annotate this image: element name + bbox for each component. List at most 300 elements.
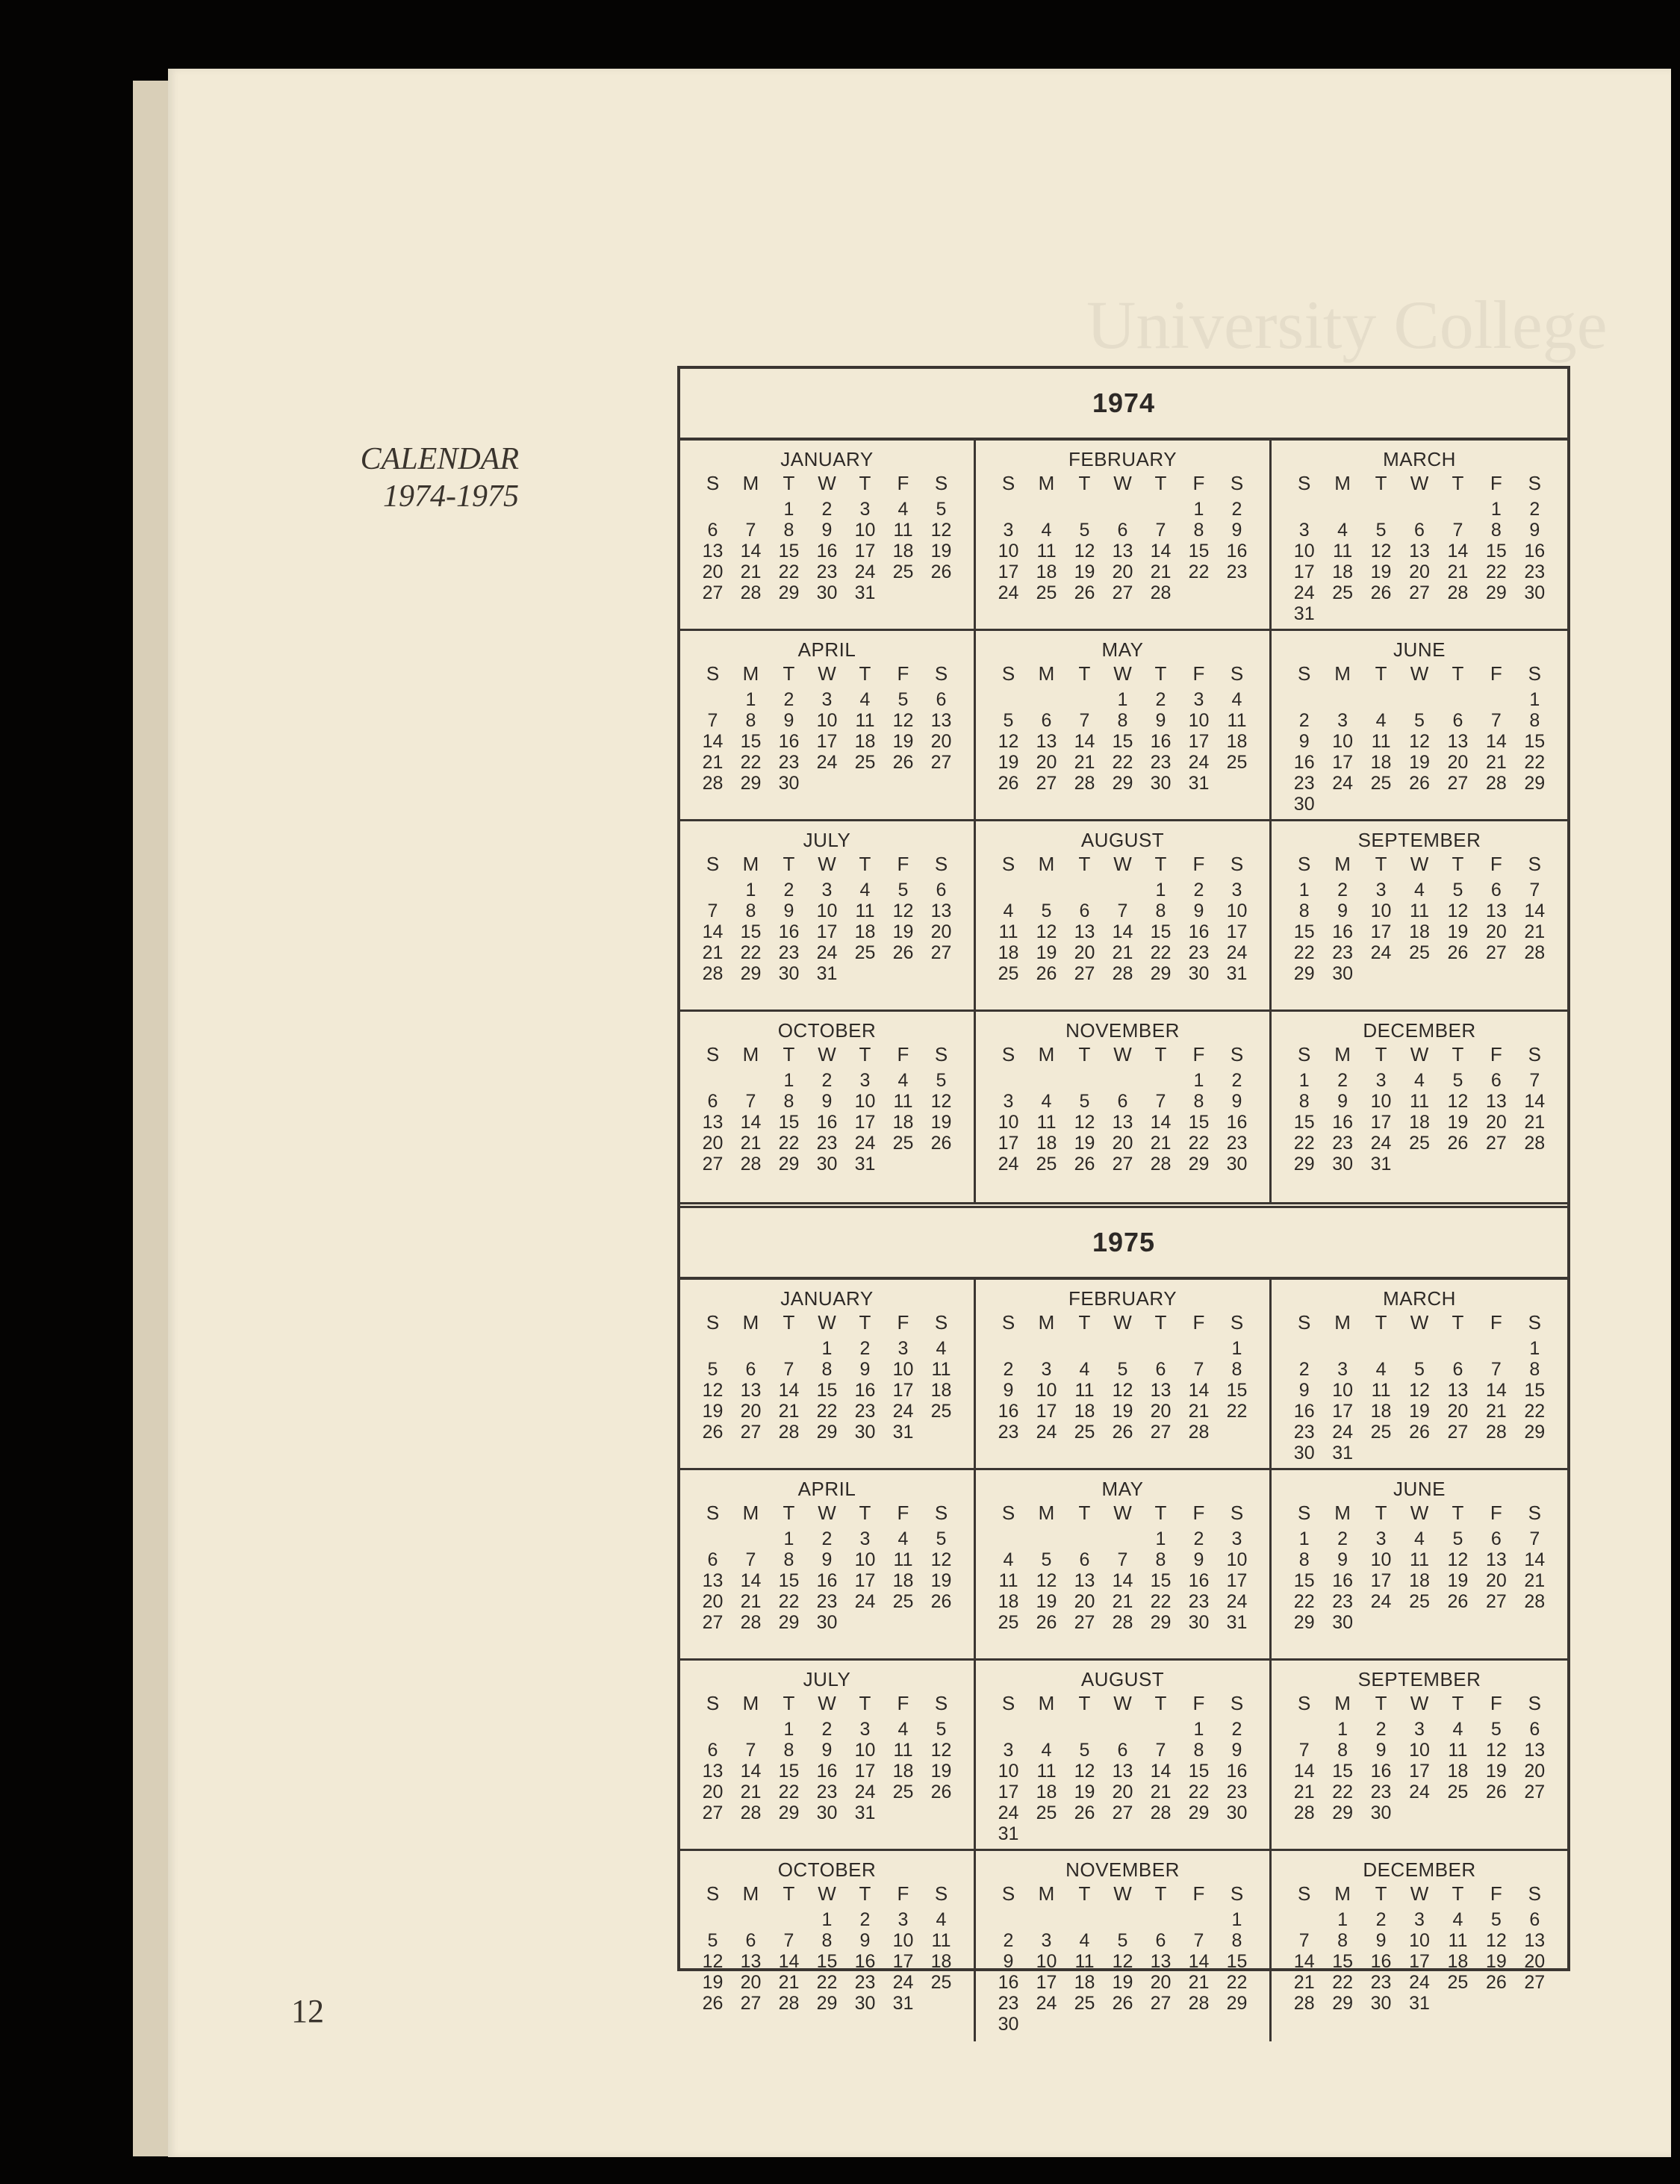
day-number: 15: [1188, 1761, 1210, 1782]
day-number: 1: [783, 1719, 794, 1740]
weekday-header: S: [1298, 853, 1311, 875]
day-number: 24: [816, 752, 838, 773]
weekday-header: S: [706, 1311, 720, 1334]
weekday-header: S: [934, 472, 948, 494]
day-number: 14: [1524, 1091, 1546, 1112]
day-number: 4: [859, 689, 871, 710]
day-number: 18: [892, 1112, 914, 1133]
day-number: 14: [1150, 541, 1172, 561]
day-number: 8: [821, 1930, 833, 1951]
day-number: 29: [1524, 1422, 1546, 1443]
day-number: 27: [1112, 582, 1133, 603]
day-number: 24: [892, 1972, 914, 1993]
month-name: MARCH: [1383, 448, 1456, 470]
month-april: [680, 1470, 976, 1661]
weekday-header: S: [1528, 1882, 1541, 1905]
day-number: 24: [854, 1591, 876, 1612]
day-number: 20: [1409, 561, 1430, 582]
month-name: JANUARY: [780, 1287, 874, 1310]
day-number: 27: [1036, 773, 1057, 794]
day-number: 22: [1188, 1782, 1210, 1802]
empty-day: [1362, 1338, 1400, 1359]
day-number: 24: [892, 1401, 914, 1422]
day-number: 8: [1529, 710, 1540, 731]
weekday-header: S: [1001, 1502, 1015, 1524]
empty-day: [1400, 1338, 1438, 1359]
weekday-header: T: [859, 853, 871, 875]
day-number: 8: [1193, 1091, 1204, 1112]
day-number: 3: [1003, 1091, 1014, 1112]
day-number: 9: [783, 710, 794, 731]
month-february: [976, 1280, 1272, 1470]
day-number: 22: [778, 1591, 800, 1612]
weekday-header: S: [1298, 1311, 1311, 1334]
day-number: 19: [1370, 561, 1392, 582]
day-number: 24: [1036, 1422, 1057, 1443]
weekday-header: T: [1452, 472, 1464, 494]
day-number: 17: [854, 1761, 876, 1782]
day-number: 6: [1079, 1549, 1090, 1570]
empty-day: [1323, 1338, 1361, 1359]
day-number: 14: [1293, 1951, 1315, 1972]
month-june: [1272, 631, 1567, 821]
weekday-header: S: [1230, 1882, 1244, 1905]
year-title: 1975: [680, 1208, 1567, 1280]
day-number: 27: [702, 1612, 724, 1633]
month-name: APRIL: [797, 638, 856, 661]
day-number: 20: [702, 1782, 724, 1802]
day-number: 13: [1150, 1380, 1172, 1401]
day-number: 1: [1490, 499, 1502, 520]
day-number: 2: [1337, 1528, 1348, 1549]
day-number: 7: [1298, 1930, 1310, 1951]
weekday-header: W: [818, 662, 836, 685]
day-grid: [989, 661, 1256, 794]
day-number: 6: [1529, 1909, 1540, 1930]
month-october: [680, 1851, 976, 2041]
day-number: 24: [1370, 1133, 1392, 1154]
day-number: 22: [1226, 1401, 1248, 1422]
day-number: 12: [930, 520, 952, 541]
day-number: 26: [1485, 1972, 1507, 1993]
day-number: 2: [783, 880, 794, 900]
day-number: 12: [1447, 1549, 1469, 1570]
day-number: 13: [702, 1570, 724, 1591]
weekday-header: F: [897, 853, 909, 875]
day-number: 19: [1036, 942, 1057, 963]
weekday-header: F: [1490, 662, 1502, 685]
day-number: 3: [1231, 1528, 1242, 1549]
day-number: 4: [936, 1338, 947, 1359]
day-number: 30: [1188, 963, 1210, 984]
day-number: 13: [1524, 1930, 1546, 1951]
weekday-header: W: [1410, 853, 1429, 875]
day-number: 12: [1074, 541, 1095, 561]
weekday-header: M: [1038, 1692, 1055, 1714]
day-number: 27: [740, 1422, 762, 1443]
day-number: 9: [821, 520, 833, 541]
day-number: 8: [1337, 1740, 1348, 1761]
day-number: 4: [1337, 520, 1348, 541]
day-number: 14: [1112, 921, 1133, 942]
day-number: 18: [892, 1761, 914, 1782]
day-number: 1: [783, 1070, 794, 1091]
day-number: 1: [1529, 1338, 1540, 1359]
day-number: 21: [778, 1401, 800, 1422]
day-number: 2: [1193, 1528, 1204, 1549]
day-grid: [694, 1042, 960, 1175]
day-grid: [1285, 470, 1554, 624]
day-number: 15: [1293, 921, 1315, 942]
day-number: 30: [816, 1154, 838, 1175]
day-number: 17: [1370, 921, 1392, 942]
day-number: 31: [1293, 603, 1315, 624]
empty-day: [732, 1909, 770, 1930]
empty-day: [989, 880, 1027, 900]
day-number: 13: [1112, 1112, 1133, 1133]
day-number: 31: [1370, 1154, 1392, 1175]
day-number: 10: [854, 1740, 876, 1761]
day-number: 12: [702, 1380, 724, 1401]
day-number: 21: [1112, 1591, 1133, 1612]
day-number: 6: [707, 1091, 718, 1112]
day-number: 8: [1529, 1359, 1540, 1380]
month-july: [680, 821, 976, 1012]
weekday-header: F: [1490, 1692, 1502, 1714]
calendar-heading-title: CALENDAR: [360, 442, 519, 476]
day-number: 22: [1293, 942, 1315, 963]
day-number: 25: [1226, 752, 1248, 773]
day-number: 18: [1036, 1782, 1057, 1802]
day-number: 6: [1117, 1740, 1128, 1761]
weekday-header: T: [1078, 1311, 1091, 1334]
day-number: 20: [1447, 1401, 1469, 1422]
weekday-header: W: [1113, 1043, 1132, 1065]
day-number: 7: [745, 1091, 756, 1112]
day-number: 9: [1337, 900, 1348, 921]
day-number: 1: [1193, 1070, 1204, 1091]
weekday-header: W: [1410, 1502, 1429, 1524]
day-number: 11: [1410, 900, 1429, 921]
day-number: 16: [1226, 1112, 1248, 1133]
empty-day: [694, 1528, 732, 1549]
month-name: JULY: [803, 1668, 851, 1690]
month-name: JANUARY: [780, 448, 874, 470]
weekday-header: F: [1192, 1882, 1205, 1905]
day-number: 31: [854, 1154, 876, 1175]
weekday-header: T: [1078, 853, 1091, 875]
calendar-heading: [361, 441, 519, 515]
day-number: 3: [821, 880, 833, 900]
day-number: 18: [1370, 1401, 1392, 1422]
day-number: 2: [821, 1070, 833, 1091]
weekday-header: F: [1192, 472, 1205, 494]
day-number: 1: [821, 1909, 833, 1930]
day-number: 11: [893, 520, 913, 541]
day-number: 21: [1150, 1133, 1172, 1154]
weekday-header: M: [1038, 472, 1055, 494]
day-number: 28: [1485, 773, 1507, 794]
day-number: 12: [930, 1740, 952, 1761]
empty-day: [989, 1338, 1027, 1359]
day-number: 23: [816, 1591, 838, 1612]
day-number: 18: [1409, 1570, 1430, 1591]
day-number: 16: [1226, 541, 1248, 561]
day-number: 11: [1410, 1549, 1429, 1570]
day-number: 10: [1226, 1549, 1248, 1570]
day-number: 15: [1485, 541, 1507, 561]
weekday-header: F: [897, 1502, 909, 1524]
day-number: 16: [1332, 921, 1354, 942]
empty-day: [1104, 1909, 1142, 1930]
day-number: 2: [1231, 1719, 1242, 1740]
day-number: 17: [854, 1112, 876, 1133]
weekday-header: S: [1230, 853, 1244, 875]
empty-day: [732, 499, 770, 520]
day-number: 3: [1375, 1070, 1387, 1091]
weekday-header: F: [1490, 1311, 1502, 1334]
month-name: NOVEMBER: [1065, 1019, 1180, 1042]
empty-day: [1104, 880, 1142, 900]
day-number: 8: [783, 520, 794, 541]
day-number: 26: [1485, 1782, 1507, 1802]
day-number: 7: [745, 1549, 756, 1570]
day-number: 30: [1293, 1443, 1315, 1463]
day-number: 8: [1337, 1930, 1348, 1951]
day-number: 26: [998, 773, 1019, 794]
weekday-header: S: [1230, 472, 1244, 494]
day-number: 17: [1226, 921, 1248, 942]
month-name: MARCH: [1383, 1287, 1456, 1310]
day-number: 24: [1370, 942, 1392, 963]
day-number: 27: [1485, 1133, 1507, 1154]
day-number: 20: [1485, 921, 1507, 942]
day-number: 7: [783, 1359, 794, 1380]
day-number: 9: [1298, 1380, 1310, 1401]
month-october: [680, 1012, 976, 1202]
weekday-header: T: [1375, 1692, 1387, 1714]
day-number: 25: [854, 942, 876, 963]
day-number: 23: [1188, 1591, 1210, 1612]
day-number: 7: [1193, 1930, 1204, 1951]
day-number: 3: [1414, 1719, 1425, 1740]
day-number: 24: [1036, 1993, 1057, 2014]
day-number: 2: [1375, 1909, 1387, 1930]
day-number: 26: [1447, 1591, 1469, 1612]
day-grid: [989, 851, 1256, 984]
day-number: 8: [1155, 900, 1166, 921]
day-number: 11: [1074, 1380, 1095, 1401]
weekday-header: S: [1528, 472, 1541, 494]
day-number: 8: [783, 1091, 794, 1112]
day-number: 9: [1337, 1091, 1348, 1112]
day-number: 14: [778, 1380, 800, 1401]
day-number: 23: [778, 942, 800, 963]
weekday-header: T: [859, 1311, 871, 1334]
weekday-header: T: [1154, 1502, 1167, 1524]
day-number: 10: [998, 1112, 1019, 1133]
day-number: 30: [1332, 1154, 1354, 1175]
empty-day: [694, 1719, 732, 1740]
day-number: 16: [1188, 1570, 1210, 1591]
weekday-header: W: [1113, 853, 1132, 875]
day-number: 16: [1332, 1570, 1354, 1591]
day-number: 23: [1226, 1782, 1248, 1802]
day-number: 20: [930, 731, 952, 752]
day-number: 29: [1524, 773, 1546, 794]
day-number: 19: [1447, 1570, 1469, 1591]
day-number: 22: [1112, 752, 1133, 773]
day-number: 22: [1524, 1401, 1546, 1422]
day-number: 2: [859, 1338, 871, 1359]
day-number: 3: [1003, 520, 1014, 541]
day-number: 5: [936, 499, 947, 520]
day-number: 9: [1003, 1951, 1014, 1972]
weekday-header: M: [1334, 1692, 1351, 1714]
day-number: 11: [893, 1091, 913, 1112]
empty-day: [1027, 1528, 1065, 1549]
day-number: 16: [816, 1112, 838, 1133]
month-name: MAY: [1101, 638, 1144, 661]
day-number: 24: [998, 582, 1019, 603]
empty-day: [1065, 1338, 1104, 1359]
day-number: 11: [998, 921, 1018, 942]
day-number: 6: [1490, 1070, 1502, 1091]
day-number: 26: [702, 1993, 724, 2014]
day-number: 2: [1003, 1930, 1014, 1951]
weekday-header: M: [1038, 662, 1055, 685]
day-number: 16: [1293, 752, 1315, 773]
month-january: [680, 1280, 976, 1470]
day-number: 15: [816, 1951, 838, 1972]
day-number: 26: [930, 1782, 952, 1802]
day-grid: [1285, 661, 1554, 815]
day-number: 5: [1452, 880, 1463, 900]
weekday-header: T: [859, 1043, 871, 1065]
day-number: 27: [1074, 1612, 1095, 1633]
weekday-header: M: [1334, 1882, 1351, 1905]
day-number: 7: [1193, 1359, 1204, 1380]
weekday-header: F: [1490, 472, 1502, 494]
day-number: 11: [931, 1930, 951, 1951]
day-number: 12: [1112, 1951, 1133, 1972]
weekday-header: S: [1001, 1692, 1015, 1714]
day-number: 27: [1485, 1591, 1507, 1612]
month-april: [680, 631, 976, 821]
day-number: 26: [1447, 942, 1469, 963]
day-number: 13: [702, 1761, 724, 1782]
day-number: 4: [897, 1719, 909, 1740]
day-number: 10: [892, 1930, 914, 1951]
day-number: 12: [1036, 921, 1057, 942]
day-number: 30: [816, 1612, 838, 1633]
empty-day: [694, 689, 732, 710]
day-number: 22: [1485, 561, 1507, 582]
day-number: 13: [1485, 900, 1507, 921]
day-number: 23: [998, 1993, 1019, 2014]
day-number: 13: [1112, 541, 1133, 561]
day-number: 28: [1150, 1154, 1172, 1175]
day-number: 16: [854, 1951, 876, 1972]
day-number: 24: [1409, 1972, 1430, 1993]
day-number: 10: [1332, 731, 1354, 752]
day-number: 12: [930, 1091, 952, 1112]
day-number: 8: [1231, 1930, 1242, 1951]
day-number: 19: [1409, 1401, 1430, 1422]
weekday-header: S: [934, 1882, 948, 1905]
weekday-header: S: [1298, 662, 1311, 685]
empty-day: [1323, 499, 1361, 520]
year-block: [680, 369, 1567, 1202]
month-name: JUNE: [1393, 1478, 1446, 1500]
day-number: 1: [1231, 1338, 1242, 1359]
day-number: 12: [998, 731, 1019, 752]
day-number: 25: [930, 1401, 952, 1422]
day-number: 14: [740, 1570, 762, 1591]
month-november: [976, 1851, 1272, 2041]
day-number: 19: [1112, 1972, 1133, 1993]
day-number: 14: [1524, 1549, 1546, 1570]
day-number: 16: [1293, 1401, 1315, 1422]
day-number: 7: [1298, 1740, 1310, 1761]
day-number: 5: [936, 1070, 947, 1091]
year-title: 1974: [680, 369, 1567, 441]
day-number: 27: [1150, 1422, 1172, 1443]
weekday-header: M: [1334, 472, 1351, 494]
day-number: 24: [1293, 582, 1315, 603]
day-number: 27: [930, 942, 952, 963]
month-name: MAY: [1101, 1478, 1144, 1500]
weekday-header: S: [1528, 1502, 1541, 1524]
month-name: SEPTEMBER: [1357, 1668, 1481, 1690]
empty-day: [732, 1338, 770, 1359]
weekday-header: F: [1192, 853, 1205, 875]
day-number: 28: [1293, 1802, 1315, 1823]
day-grid: [694, 470, 960, 603]
day-number: 6: [1079, 900, 1090, 921]
day-number: 1: [1529, 689, 1540, 710]
day-number: 21: [1188, 1401, 1210, 1422]
day-number: 31: [892, 1422, 914, 1443]
day-number: 13: [1485, 1549, 1507, 1570]
day-number: 12: [930, 1549, 952, 1570]
day-number: 6: [1490, 1528, 1502, 1549]
day-number: 26: [892, 942, 914, 963]
day-number: 20: [1485, 1112, 1507, 1133]
day-number: 4: [859, 880, 871, 900]
day-number: 26: [1074, 1154, 1095, 1175]
day-number: 21: [1447, 561, 1469, 582]
day-number: 5: [936, 1719, 947, 1740]
day-number: 16: [1524, 541, 1546, 561]
day-number: 10: [1188, 710, 1210, 731]
day-number: 7: [707, 710, 718, 731]
day-number: 26: [892, 752, 914, 773]
day-number: 18: [998, 942, 1019, 963]
day-number: 31: [854, 1802, 876, 1823]
day-number: 13: [740, 1380, 762, 1401]
weekday-header: S: [1001, 662, 1015, 685]
day-number: 23: [854, 1972, 876, 1993]
empty-day: [989, 1909, 1027, 1930]
day-number: 19: [1409, 752, 1430, 773]
day-number: 8: [1155, 1549, 1166, 1570]
day-number: 21: [1150, 561, 1172, 582]
day-number: 2: [1298, 1359, 1310, 1380]
weekday-header: W: [818, 472, 836, 494]
weekday-header: T: [783, 1043, 795, 1065]
day-number: 29: [1150, 1612, 1172, 1633]
